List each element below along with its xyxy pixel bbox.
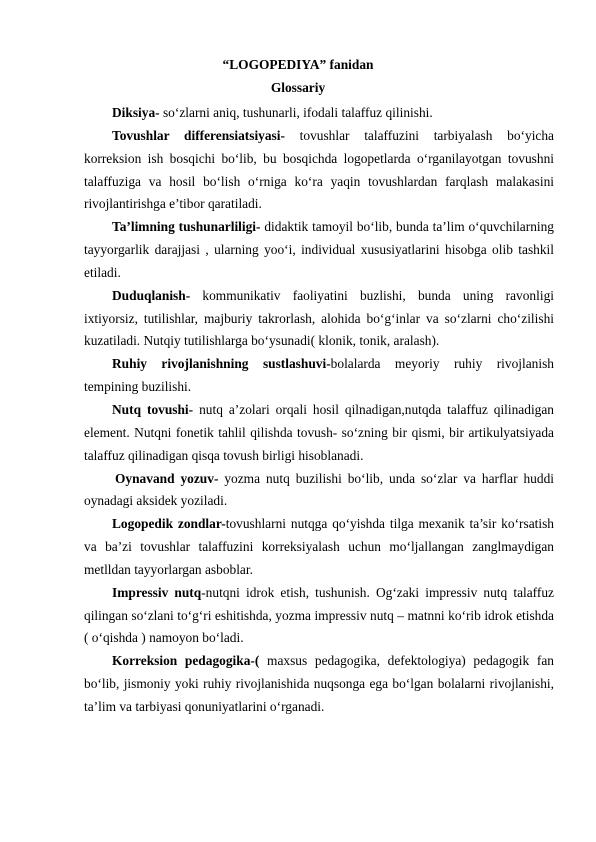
glossary-entry-diksiya [84, 102, 554, 125]
glossary-entry-tovushlar-differensiatsiyasi [84, 125, 554, 216]
glossary-term: Impressiv nutq [112, 584, 202, 600]
glossary-definition: bolalarda meyoriy ruhiy rivojlanish tempining buzilishi. [84, 356, 554, 395]
glossary-term: Ta’limning tushunarliligi- [112, 219, 261, 235]
glossary-definition: didaktik tamoyil bo‘lib, bunda ta’lim o‘quvchilarning tayyorgarlik darajjasi , ularning yoo‘i, individual xususiyatlarini hisobga olib tashkil etiladi. [84, 219, 554, 280]
glossary-definition: tovushlar talaffuzini tarbiyalash bo‘yicha korreksion ish bosqichi bo‘lib, bu bosqichda logopetlarda o‘rganilayotgan tovushni talaffuziga va hosil bo‘lish o‘rniga ko‘ra yaqin tovushlardan farqlash malakasini rivojlantirishga e’tibor qaratiladi. [84, 127, 554, 212]
glossary-term: Nutq tovushi- [112, 401, 194, 417]
glossary-body [84, 102, 554, 719]
glossary-entry-oynavand-yozuv [84, 468, 554, 514]
glossary-definition: tovushlarni nutqga qo‘yishda tilga mexanik ta’sir ko‘rsatish va ba’zi tovushlar talaffuzini korreksiyalash uchun mo‘ljallangan zanglmaydigan metlldan tayyorlargan asboblar. [84, 516, 554, 577]
glossary-term: Ruhiy rivojlanishning sustlashuvi- [112, 356, 331, 372]
glossary-definition: -nutqni idrok etish, tushunish. Og‘zaki impressiv nutq talaffuz qilingan so‘zlani to‘g‘ri eshitishda, yozma impressiv nutq – matnni ko‘rib idrok etishda ( o‘qishda ) namoyon bo‘ladi. [84, 584, 554, 646]
glossary-term: Tovushlar differensiatsiyasi- [112, 127, 285, 143]
document-subtitle: Glossariy [270, 80, 326, 95]
glossary-entry-logopedik-zondlar [84, 513, 554, 582]
glossary-term: Duduqlanish- [112, 287, 191, 303]
glossary-definition: maxsus pedagogika, defektologiya) pedagogik fan bo‘lib, jismoniy yoki ruhiy rivojlanishida nuqsonga ega bo‘lgan bolalarni rivojlanishi, ta’lim va tarbiyasi qonuniyatlarini o‘rganadi. [84, 653, 554, 714]
glossary-definition: so‘zlarni aniq, tushunarli, ifodali talaffuz qilinishi. [159, 105, 433, 120]
glossary-entry-impressiv-nutq [84, 582, 554, 651]
glossary-term: Diksiya- [112, 105, 160, 120]
glossary-entry-korreksion-pedagogika [84, 650, 554, 719]
glossary-definition: nutq a’zolari orqali hosil qilnadigan,nutqda talaffuz qilinadigan element. Nutqni fonetik tahlil qilishda tovush- so‘zning bir qismi, bir artikulyatsiyada talaffuz qilinadigan qisqa tovush birligi hisoblanadi. [84, 401, 554, 463]
glossary-term: Oynavand yozuv- [115, 470, 219, 486]
glossary-term: Logopedik zondlar- [112, 516, 226, 532]
glossary-entry-talimning-tushunarliligi [84, 216, 554, 285]
glossary-term: Korreksion pedagogika-( [112, 653, 260, 669]
glossary-entry-nutq-tovushi [84, 399, 554, 468]
document-title: “LOGOPEDIYA” fanidan [222, 57, 374, 72]
glossary-entry-duduqlanish [84, 285, 554, 354]
glossary-definition: kommunikativ faoliyatini buzlishi, bunda uning ravonligi ixtiyorsiz, tutilishlar, majburiy takrorlash, alohida bo‘g‘inlar va so‘zlarni cho‘zilishi kuzatiladi. Nutqiy tutilishlarga bo‘ysunadi( klonik, tonik, aralash). [84, 287, 554, 349]
glossary-definition: yozma nutq buzilishi bo‘lib, unda so‘zlar va harflar huddi oynadagi aksidek yoziladi. [84, 470, 554, 509]
glossary-entry-ruhiy-rivojlanish [84, 353, 554, 399]
